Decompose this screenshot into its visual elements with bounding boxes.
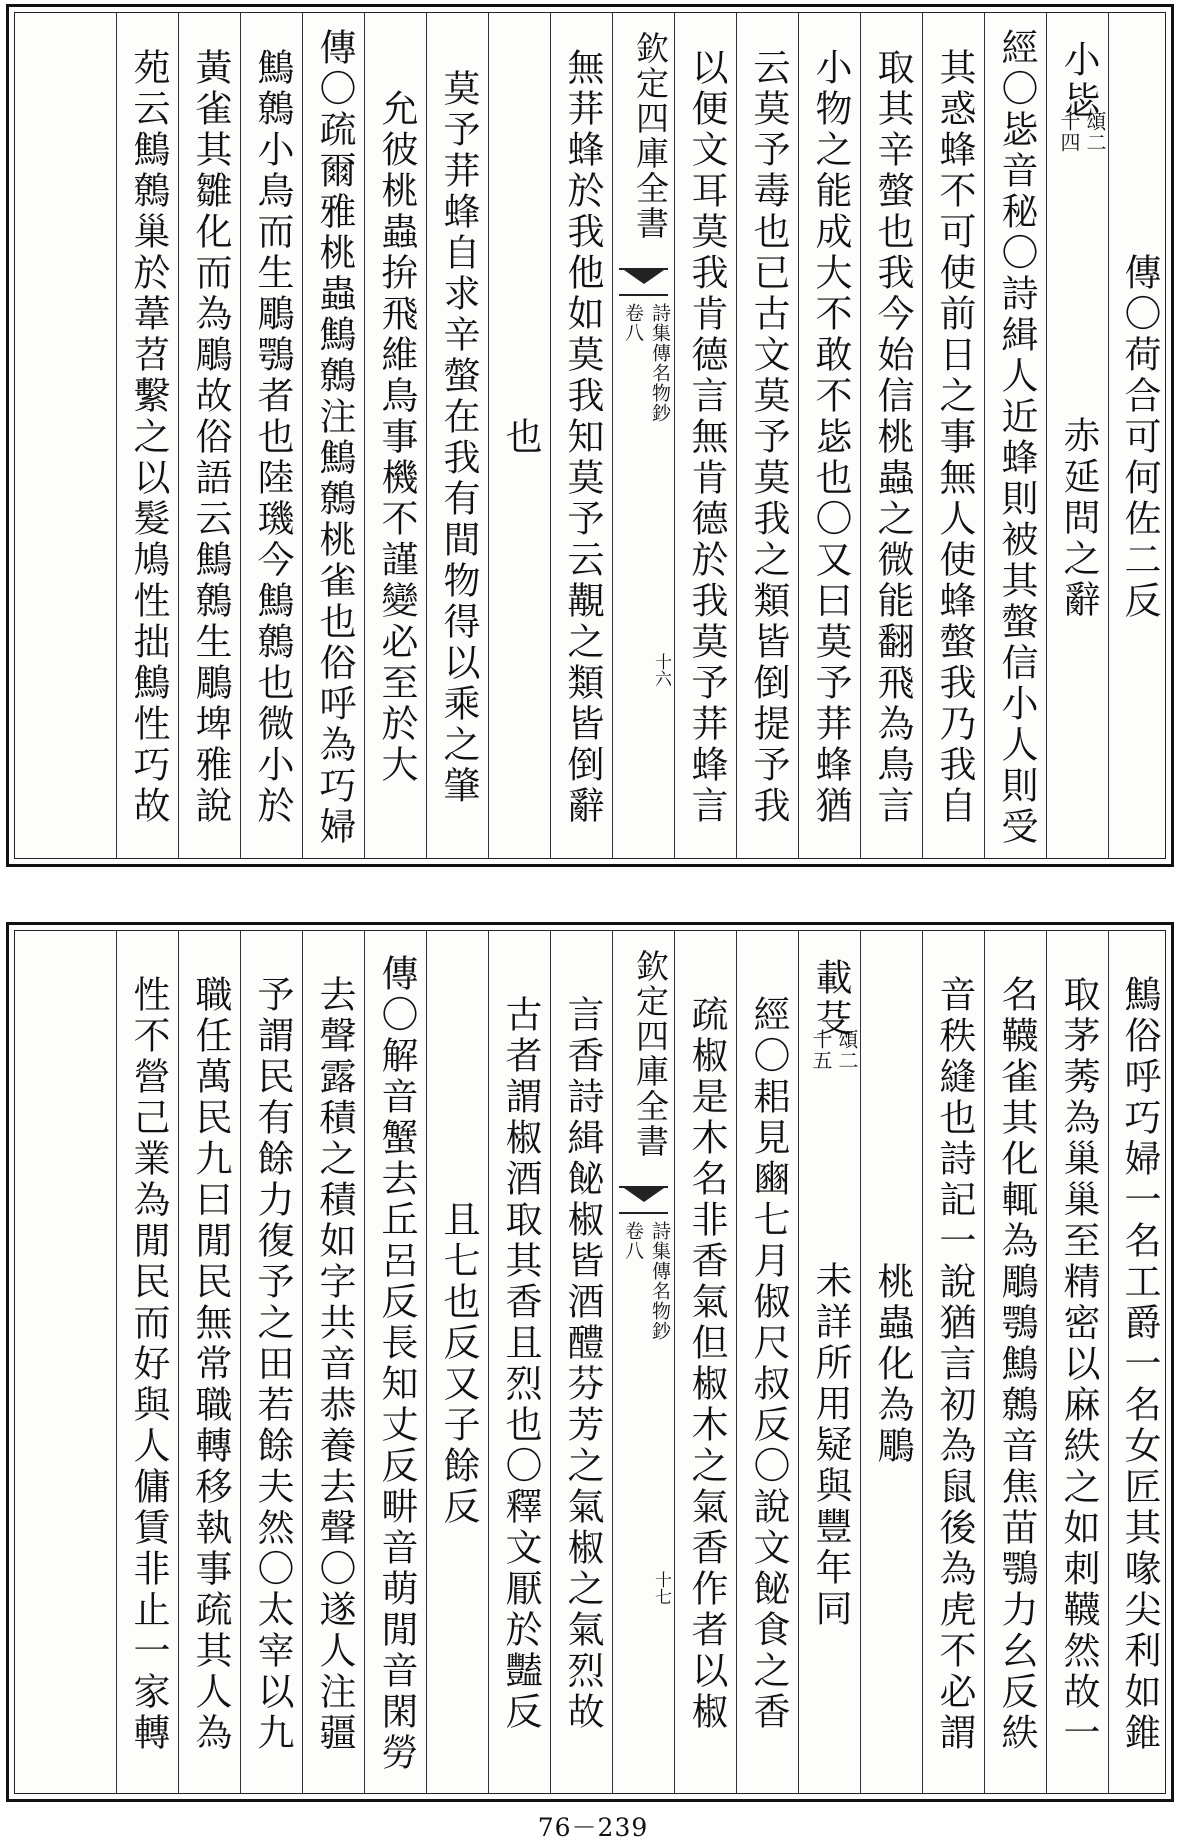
column-text: 莫予荓蜂自求辛螫在我有間物得以乘之肇 [437, 68, 480, 807]
text-column [674, 13, 736, 858]
text-column [736, 13, 798, 858]
text-column [364, 931, 426, 1793]
text-column [736, 931, 798, 1793]
text-column [798, 931, 860, 1793]
column-text: 云莫予毒也已古文莫予莫我之類皆倒提予我 [747, 48, 790, 827]
column-text: 傳〇荷合可何佐二反 [1118, 253, 1161, 622]
column-text: 以便文耳莫我肯德言無肯德於我莫予荓蜂言 [685, 48, 728, 827]
text-column [302, 13, 364, 858]
text-column [1046, 13, 1108, 858]
text-column [426, 13, 488, 858]
text-column [364, 13, 426, 858]
text-column [1108, 931, 1169, 1793]
column-text: 取茅莠為巢巢至精密以麻紩之如刺韈然故一 [1057, 974, 1100, 1754]
text-column [1108, 13, 1169, 858]
blank-column [15, 13, 116, 858]
bottom-page-frame [14, 930, 1166, 1794]
text-column [302, 931, 364, 1793]
column-text: 其惑蜂不可使前日之事無人使蜂螫我乃我自 [933, 48, 976, 827]
section-note: 十四 [1057, 111, 1081, 153]
text-column [178, 13, 240, 858]
bottom-page-panel [6, 922, 1174, 1802]
text-column [240, 13, 302, 858]
column-text: 鷦俗呼巧婦一名工爵一名女匠其喙尖利如錐 [1118, 974, 1161, 1754]
column-text: 傳〇解音蟹去丘呂反長知丈反畊音萌閒音閑勞 [375, 954, 418, 1774]
leaf-number: 十七 [651, 1571, 671, 1605]
column-text: 桃蟲化為鵰 [871, 1261, 914, 1467]
column-text: 名韈雀其化輒為鵰鶚鷦鷯音焦苗鶚力幺反紩 [995, 974, 1038, 1754]
section-title: 小毖 [1057, 40, 1100, 122]
column-text: 也 [499, 417, 542, 458]
text-column [984, 931, 1046, 1793]
text-column [922, 931, 984, 1793]
column-text: 鷦鷯小鳥而生鵰鶚者也陸璣今鷦鷯也微小於 [251, 48, 294, 827]
text-column [550, 13, 612, 858]
section-title: 載芟 [809, 958, 852, 1040]
text-column [488, 931, 550, 1793]
text-column [550, 931, 612, 1793]
center-fold-column [612, 931, 674, 1793]
text-column [116, 13, 178, 858]
column-text: 黃雀其雛化而為鵰故俗語云鷦鷯生鵰埤雅說 [189, 48, 232, 827]
column-text: 經〇毖音秘〇詩緝人近蜂則被其螫信小人則受 [995, 27, 1038, 848]
column-text: 言香詩緝飶椒皆酒醴芬芳之氣椒之氣烈故 [561, 995, 604, 1733]
column-text: 性不營己業為閒民而好與人傭賃非止一家轉 [127, 974, 170, 1754]
text-column [488, 13, 550, 858]
column-text: 疏椒是木名非香氣但椒木之氣香作者以椒 [685, 995, 728, 1733]
section-note: 十五 [809, 1029, 833, 1071]
column-text: 傳〇疏爾雅桃蟲鷦鷯注鷦鷯桃雀也俗呼為巧婦 [313, 27, 356, 848]
text-column [178, 931, 240, 1793]
column-text: 未詳所用疑與豐年同 [809, 1260, 852, 1630]
leaf-number: 十六 [651, 653, 671, 687]
column-text: 經〇耜見豳七月俶尺叔反〇說文飶食之香 [747, 995, 790, 1733]
top-page-panel [6, 4, 1174, 867]
text-column [922, 13, 984, 858]
blank-column [15, 931, 116, 1793]
center-fold-column [612, 13, 674, 858]
collection-title: 欽定四庫全書 [631, 949, 670, 1159]
column-text: 允彼桃蟲拚飛維鳥事機不謹變必至於大 [375, 89, 418, 786]
text-column [860, 931, 922, 1793]
top-page-frame [14, 12, 1166, 859]
fishtail-mark [619, 1186, 668, 1214]
fishtail-mark [619, 268, 668, 296]
text-column [860, 13, 922, 858]
column-text: 古者謂椒酒取其香且烈也〇釋文厭於豔反 [499, 995, 542, 1733]
column-text: 音秩縫也詩記一說猶言初為鼠後為虎不必謂 [933, 974, 976, 1754]
text-column [426, 931, 488, 1793]
collection-title: 欽定四庫全書 [631, 31, 670, 241]
text-column [116, 931, 178, 1793]
text-column [798, 13, 860, 858]
book-title: 詩集傳名物鈔 卷八 [622, 1221, 671, 1341]
column-text: 去聲露積之積如字共音恭養去聲〇遂人注疆 [313, 974, 356, 1754]
section-note: 頌二 [835, 1029, 859, 1071]
text-column [1046, 931, 1108, 1793]
page-number: 76－239 [537, 1813, 649, 1842]
book-title: 詩集傳名物鈔 卷八 [622, 303, 671, 423]
column-text: 赤延問之辭 [1057, 416, 1100, 621]
column-text: 取其辛螫也我今始信桃蟲之微能翻飛為鳥言 [871, 48, 914, 827]
column-text: 且七也反又子餘反 [437, 1200, 480, 1528]
section-note: 頌二 [1083, 111, 1107, 153]
column-text: 予謂民有餘力復予之田若餘夫然〇太宰以九 [251, 974, 294, 1754]
text-column [674, 931, 736, 1793]
column-text: 無荓蜂於我他如莫我知莫予云覯之類皆倒辭 [561, 48, 604, 827]
column-text: 小物之能成大不敢不毖也〇又曰莫予荓蜂猶 [809, 48, 852, 827]
column-text: 職任萬民九曰閒民無常職轉移執事疏其人為 [189, 974, 232, 1754]
text-column [984, 13, 1046, 858]
column-text: 苑云鷦鷯巢於葦苕繫之以髮鳩性拙鷦性巧故 [127, 48, 170, 827]
text-column [240, 931, 302, 1793]
